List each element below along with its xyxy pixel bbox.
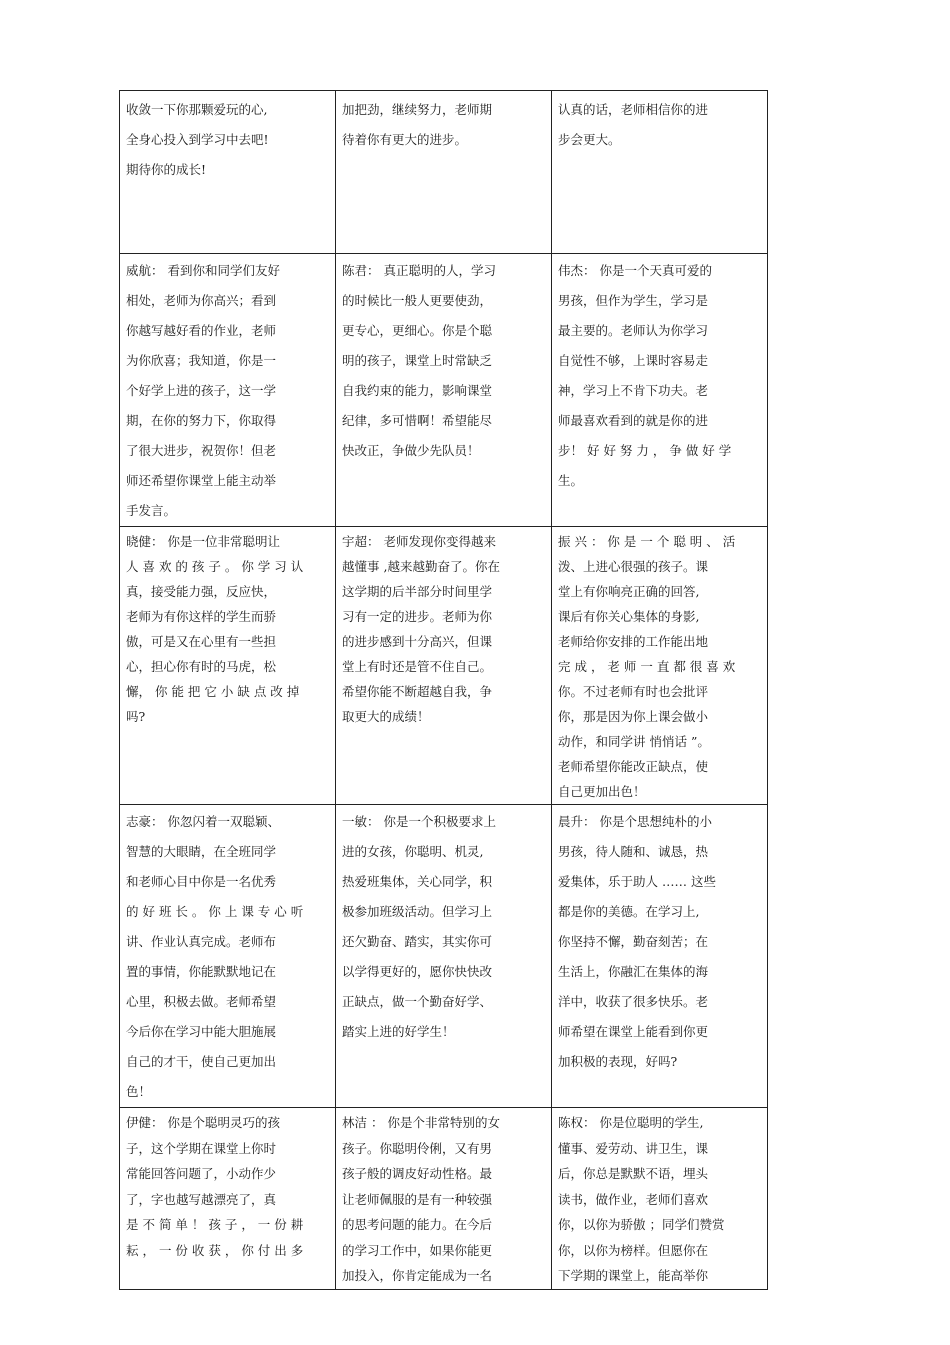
comment-line: 人 喜 欢 的 孩 子 。 你 学 习 认 <box>126 559 304 574</box>
comment-line: 认真的话，老师相信你的进 <box>558 102 709 117</box>
comment-line: 子，这个学期在课堂上你时 <box>126 1140 277 1156</box>
comment-line: 是 不 简 单 ！ 孩 子 ， 一 份 耕 <box>126 1217 304 1232</box>
comment-line: 踏实上进的好学生！ <box>342 1024 455 1039</box>
comment-line: 孩子般的调皮好动性格。最 <box>342 1166 493 1181</box>
comment-line: 极参加班级活动。但学习上 <box>342 904 493 919</box>
comment-line: 色！ <box>126 1084 152 1099</box>
comment-cell <box>336 1108 552 1290</box>
comment-line: 下学期的课堂上，能高举你 <box>558 1268 709 1283</box>
comment-line: 男孩，但作为学生，学习是 <box>558 293 709 308</box>
comment-line: 师还希望你课堂上能主动举 <box>126 473 277 488</box>
comment-line: 待着你有更大的进步。 <box>342 132 468 147</box>
comment-line: 了很大进步，祝贺你！但老 <box>126 443 277 458</box>
comment-line: 还欠勤奋、踏实，其实你可 <box>342 934 493 949</box>
comment-line: 吗? <box>126 709 146 724</box>
comment-cell <box>336 805 552 1108</box>
table-row <box>120 91 768 254</box>
comment-line: 傲，可是又在心里有一些担 <box>126 634 277 649</box>
comment-line: 耘 ， 一 份 收 获 ， 你 付 出 多 <box>126 1242 304 1258</box>
comment-line: 一敏： 你是一个积极要求上 <box>342 814 496 829</box>
comment-cell <box>336 254 552 527</box>
table-row <box>120 254 768 527</box>
comment-line: 男孩，待人随和、诚恳，热 <box>558 844 709 859</box>
comment-line: 堂上有时还是管不住自己。 <box>342 659 493 674</box>
comment-line: 正缺点，做一个勤奋好学、 <box>342 994 493 1009</box>
comment-line: 全身心投入到学习中去吧! <box>126 132 269 147</box>
comment-line: 都是你的美德。在学习上, <box>558 904 700 919</box>
comment-line: 后，你总是默默不语，埋头 <box>558 1166 709 1181</box>
comment-line: 期，在你的努力下，你取得 <box>126 413 277 428</box>
comment-line: 志豪： 你忽闪着一双聪颖、 <box>126 814 280 829</box>
comment-line: 步会更大。 <box>558 132 621 147</box>
comment-cell <box>336 527 552 805</box>
comment-line: 的学习工作中，如果你能更 <box>342 1242 493 1258</box>
comment-line: 课后有你关心集体的身影, <box>558 609 700 624</box>
comment-line: 相处，老师为你高兴；看到 <box>126 293 277 308</box>
comment-line: 自己更加出色！ <box>558 784 646 799</box>
comment-line: 读书，做作业，老师们喜欢 <box>558 1191 709 1207</box>
comment-line: 林洁 ： 你是个非常特别的女 <box>342 1115 500 1130</box>
comment-cell <box>120 254 336 527</box>
comment-line: 这学期的后半部分时间里学 <box>342 584 493 599</box>
comment-line: 生。 <box>558 473 584 488</box>
comment-cell <box>552 91 768 254</box>
comment-line: 你，那是因为你上课会做小 <box>558 709 709 724</box>
comment-line: 加积极的表现，好吗? <box>558 1054 678 1069</box>
comment-cell <box>552 805 768 1108</box>
comment-line: 懂事、爱劳动、讲卫生，课 <box>558 1140 709 1156</box>
comment-line: 你越写越好看的作业，老师 <box>126 323 277 338</box>
comment-line: 晓健： 你是一位非常聪明让 <box>126 534 280 549</box>
comment-line: 自我约束的能力，影响课堂 <box>342 383 493 398</box>
comment-line: 和老师心目中你是一名优秀 <box>126 874 277 889</box>
comment-line: 神，学习上不肯下功夫。老 <box>558 383 709 398</box>
comment-line: 伟杰： 你是一个天真可爱的 <box>558 263 712 278</box>
comment-line: 越懂事 ,越来越勤奋了。你在 <box>342 559 500 574</box>
table-row <box>120 1108 768 1290</box>
comment-cell <box>120 1108 336 1290</box>
comment-line: 堂上有你响亮正确的回答, <box>558 584 700 599</box>
comment-line: 师希望在课堂上能看到你更 <box>558 1024 709 1039</box>
comment-line: 老师给你安排的工作能出地 <box>558 634 709 649</box>
comment-line: 加把劲，继续努力，老师期 <box>342 102 493 117</box>
comment-line: 纪律，多可惜啊！希望能尽 <box>342 413 493 428</box>
comment-line: 讲、作业认真完成。老师布 <box>126 934 277 949</box>
comment-line: 老师为有你这样的学生而骄 <box>126 609 277 624</box>
comment-line: 步！ 好 好 努 力 ， 争 做 好 学 <box>558 443 732 458</box>
table-row <box>120 805 768 1108</box>
comment-line: 为你欣喜；我知道，你是一 <box>126 353 277 368</box>
student-comments-table <box>119 90 768 1290</box>
comment-line: 以学得更好的，愿你快快改 <box>342 964 493 979</box>
comment-line: 明的孩子，课堂上时常缺乏 <box>342 353 493 368</box>
comment-line: 了，字也越写越漂亮了，真 <box>126 1191 277 1207</box>
comment-line: 期待你的成长! <box>126 162 207 177</box>
comment-line: 常能回答问题了，小动作少 <box>126 1166 277 1181</box>
comment-line: 置的事情，你能默默地记在 <box>126 964 277 979</box>
comment-line: 的进步感到十分高兴，但课 <box>342 634 493 649</box>
comment-line: 懈， 你 能 把 它 小 缺 点 改 掉 <box>126 684 300 699</box>
comment-line: 热爱班集体，关心同学，积 <box>342 874 493 889</box>
comment-cell <box>336 91 552 254</box>
comment-cell <box>552 1108 768 1290</box>
comment-line: 的 好 班 长 。 你 上 课 专 心 听 <box>126 904 304 919</box>
comment-line: 陈君： 真正聪明的人，学习 <box>342 263 496 278</box>
comment-line: 真，接受能力强，反应快， <box>126 584 277 599</box>
comment-line: 手发言。 <box>126 503 177 518</box>
comment-line: 陈权： 你是位聪明的学生, <box>558 1115 704 1130</box>
comment-line: 收敛一下你那颗爱玩的心, <box>126 102 268 117</box>
comment-line: 心，担心你有时的马虎，松 <box>126 659 277 674</box>
comment-line: 生活上，你融汇在集体的海 <box>558 964 709 979</box>
comment-line: 爱集体，乐于助人 …… 这些 <box>558 874 716 889</box>
comment-line: 今后你在学习中能大胆施展 <box>126 1024 277 1039</box>
comment-line: 取更大的成绩！ <box>342 709 430 724</box>
comment-line: 振 兴 ： 你 是 一 个 聪 明 、 活 <box>558 534 736 549</box>
comment-cell <box>120 91 336 254</box>
comment-line: 加投入，你肯定能成为一名 <box>342 1268 493 1283</box>
comment-cell <box>120 805 336 1108</box>
comment-line: 更专心，更细心。你是个聪 <box>342 323 493 338</box>
comment-line: 完 成 ， 老 师 一 直 都 很 喜 欢 <box>558 659 736 674</box>
comment-line: 你，以你为榜样。但愿你在 <box>558 1242 709 1258</box>
comment-line: 老师希望你能改正缺点，使 <box>558 759 709 774</box>
comment-line: 泼、上进心很强的孩子。课 <box>558 559 709 574</box>
comment-line: 威航： 看到你和同学们友好 <box>126 263 280 278</box>
comment-line: 心里，积极去做。老师希望 <box>126 994 277 1009</box>
comment-line: 的时候比一般人更要使劲， <box>342 293 493 308</box>
comment-cell <box>552 527 768 805</box>
comment-line: 希望你能不断超越自我，争 <box>342 684 493 699</box>
comment-line: 让老师佩服的是有一种较强 <box>342 1191 493 1207</box>
comment-line: 宇超： 老师发现你变得越来 <box>342 534 496 549</box>
comment-line: 智慧的大眼睛，在全班同学 <box>126 844 277 859</box>
comment-line: 习有一定的进步。老师为你 <box>342 609 493 624</box>
comment-line: 你。不过老师有时也会批评 <box>558 684 709 699</box>
comment-cell <box>120 527 336 805</box>
comment-line: 自己的才干，使自己更加出 <box>126 1054 277 1069</box>
comment-line: 最主要的。老师认为你学习 <box>558 323 709 338</box>
comment-line: 晨升： 你是个思想纯朴的小 <box>558 814 712 829</box>
comment-line: 动作，和同学讲 悄悄话 ”。 <box>558 734 710 749</box>
comment-line: 你，以你为骄傲 ；同学们赞赏 <box>558 1217 725 1232</box>
comment-line: 自觉性不够，上课时容易走 <box>558 353 709 368</box>
comment-line: 快改正，争做少先队员！ <box>342 443 480 458</box>
comment-line: 进的女孩，你聪明、机灵, <box>342 844 484 859</box>
comment-cell <box>552 254 768 527</box>
table-row <box>120 527 768 805</box>
comment-line: 你坚持不懈，勤奋刻苦；在 <box>558 934 709 949</box>
comment-line: 伊健： 你是个聪明灵巧的孩 <box>126 1115 280 1130</box>
comment-line: 的思考问题的能力。在今后 <box>342 1217 493 1232</box>
comment-line: 个好学上进的孩子，这一学 <box>126 383 277 398</box>
comment-line: 洋中，收获了很多快乐。老 <box>558 994 709 1009</box>
comment-line: 师最喜欢看到的就是你的进 <box>558 413 709 428</box>
comment-line: 孩子。你聪明伶俐，又有男 <box>342 1140 493 1156</box>
